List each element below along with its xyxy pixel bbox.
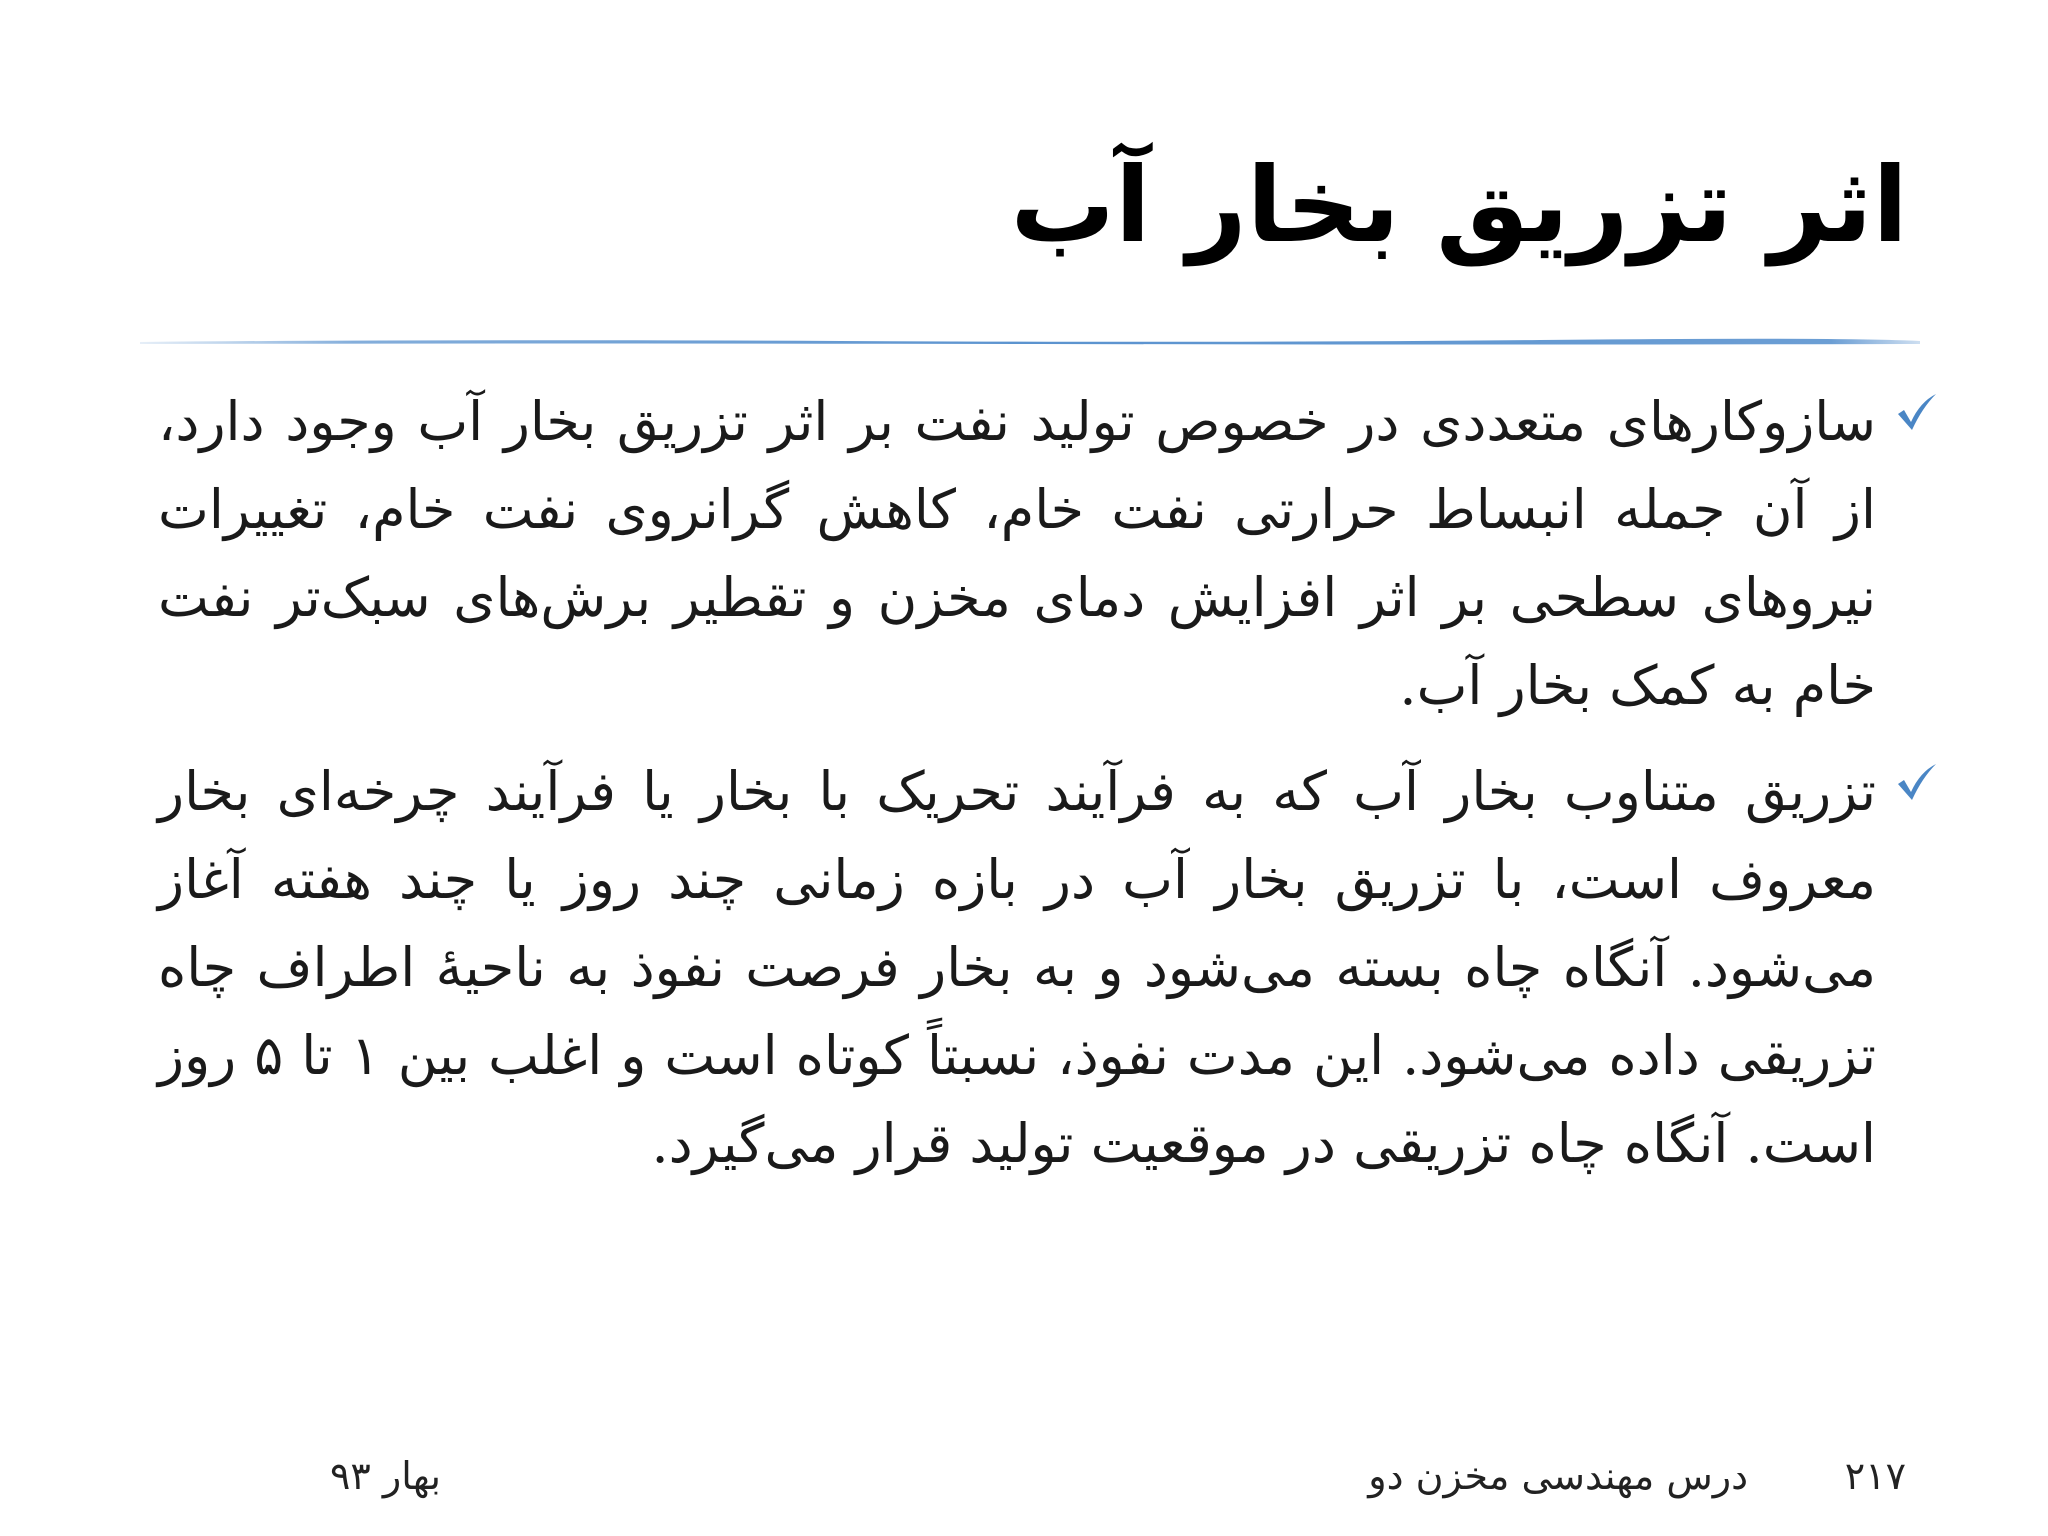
bullet-list <box>158 378 1938 1206</box>
bullet-text: سازوکارهای متعددی در خصوص تولید نفت بر اثر تزریق بخار آب وجود دارد، از آن جمله انبساط حرارتی نفت خام، کاهش گرانروی نفت خام، تغییرات نیروهای سطحی بر اثر افزایش دمای مخزن و تقطیر برش‌های سبک‌تر نفت خام به کمک بخار آب. <box>158 390 1876 717</box>
slide-title: اثر تزریق بخار آب <box>1010 144 1908 266</box>
checkmark-icon <box>1894 390 1938 434</box>
title-divider <box>140 336 1920 346</box>
footer-course-name: درس مهندسی مخزن دو <box>1368 1454 1748 1498</box>
footer-page-number: ۲۱۷ <box>1844 1454 1906 1498</box>
checkmark-icon <box>1894 760 1938 804</box>
footer-term: بهار ۹۳ <box>330 1454 441 1498</box>
bullet-item <box>158 748 1938 1188</box>
bullet-item <box>158 378 1938 730</box>
bullet-text: تزریق متناوب بخار آب که به فرآیند تحریک با بخار یا فرآیند چرخه‌ای بخار معروف است، با تزریق بخار آب در بازه زمانی چند روز یا چند هفته آغاز می‌شود. آنگاه چاه بسته می‌شود و به بخار فرصت نفوذ به ناحیۀ اطراف چاه تزریقی داده می‌شود. این مدت نفوذ، نسبتاً کوتاه است و اغلب بین ۱ تا ۵ روز است. آنگاه چاه تزریقی در موقعیت تولید قرار می‌گیرد. <box>158 760 1876 1175</box>
